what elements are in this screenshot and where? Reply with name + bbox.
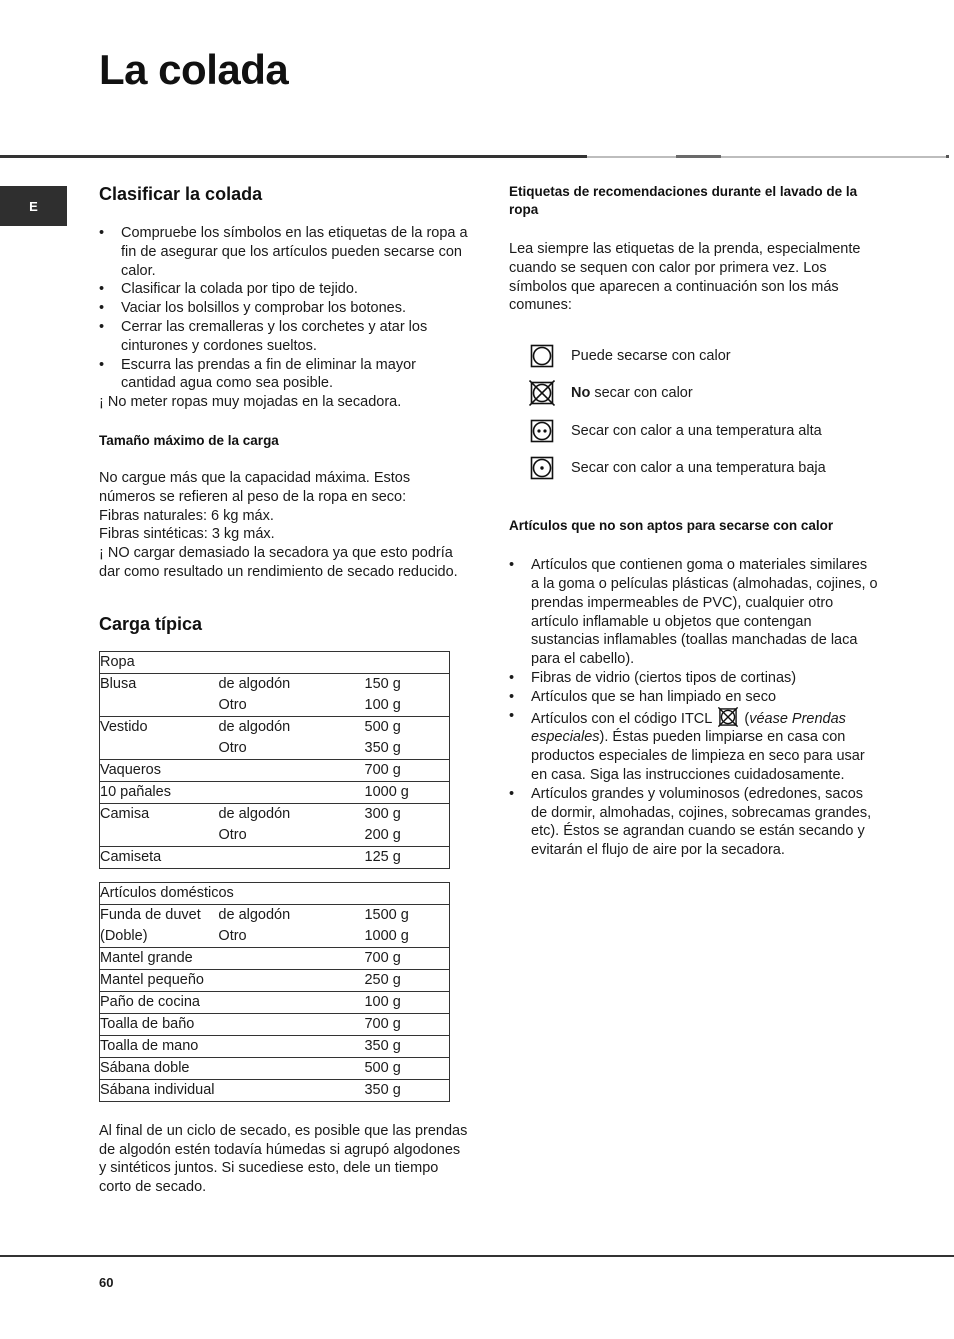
symbol-row bbox=[509, 450, 879, 488]
tumble-dry-icon bbox=[529, 343, 555, 369]
sort-laundry-heading: Clasificar la colada bbox=[99, 184, 263, 204]
tumble-dry-low-icon bbox=[529, 455, 555, 481]
left-column bbox=[99, 183, 469, 1197]
header-rule-mid bbox=[676, 155, 721, 158]
symbol-label: No secar con calor bbox=[571, 385, 693, 402]
table-row: Camiseta 125 g bbox=[100, 846, 450, 868]
page-title: La colada bbox=[99, 46, 289, 93]
table-row: (Doble) Otro 1000 g bbox=[100, 927, 409, 944]
table-row: Paño de cocina 100 g bbox=[100, 991, 450, 1013]
list-item: • Artículos grandes y voluminosos (edredones, sacos de dormir, almohadas, cojines, sobrecamas grandes, etc). Éstos se agrandan cuando se están secando y evitarán el flujo de aire por la secadora. bbox=[509, 785, 872, 859]
list-item: • Clasificar la colada por tipo de tejido. bbox=[99, 281, 358, 298]
table-header-row: Ropa bbox=[100, 653, 135, 670]
table-row: Otro 200 g bbox=[218, 826, 401, 843]
footer-rule bbox=[0, 1255, 954, 1257]
table-row: Sábana individual 350 g bbox=[100, 1079, 450, 1101]
list-item: • Artículos que se han limpiado en seco bbox=[509, 688, 777, 705]
table-row: Toalla de mano 350 g bbox=[100, 1035, 450, 1057]
unsuitable-items-list bbox=[509, 556, 879, 860]
list-item: • Artículos con el código ITCL (véase Prendas especiales). Éstas pueden limpiarse en casa con productos especiales de limpieza en seco para usar en casa. Siga las instrucciones cuidadosamente. bbox=[509, 707, 865, 783]
language-tab: E bbox=[0, 186, 67, 226]
list-item: • Compruebe los símbolos en las etiquetas de la ropa a fin de asegurar que los artículos pueden secarse con calor. bbox=[99, 225, 468, 279]
table-row: Otro 100 g bbox=[218, 696, 401, 713]
symbol-row bbox=[509, 375, 879, 413]
table-row: Vaqueros 700 g bbox=[100, 759, 450, 781]
do-not-tumble-dry-icon bbox=[529, 380, 555, 406]
max-load-heading: Tamaño máximo de la carga bbox=[99, 432, 279, 448]
table-row: Camisa de algodón 300 g bbox=[100, 803, 450, 825]
see-special-items-reference: véase Prendas especiales bbox=[531, 710, 846, 746]
max-load-text: No cargue más que la capacidad máxima. Estos números se refieren al peso de la ropa en seco: Fibras naturales: 6 kg máx. Fibras sintéticas: 3 kg máx. ¡ NO cargar demasiado la secadora ya que esto podría dar como resultado un rendimiento de secado reducido. bbox=[99, 469, 469, 582]
overload-note: ¡ NO cargar demasiado la secadora ya que esto podría dar como resultado un rendimiento de secado reducido. bbox=[99, 545, 458, 580]
table-row: Mantel grande 700 g bbox=[100, 947, 450, 969]
care-symbols-list bbox=[509, 337, 879, 487]
table-row: Mantel pequeño 250 g bbox=[100, 969, 450, 991]
table-row: Blusa de algodón 150 g bbox=[100, 673, 450, 695]
do-not-tumble-dry-icon bbox=[718, 707, 738, 727]
table-row: 10 pañales 1000 g bbox=[100, 781, 450, 803]
list-item: • Cerrar las cremalleras y los corchetes y atar los cinturones y cordones sueltos. bbox=[99, 318, 428, 354]
table-header-row: Artículos domésticos bbox=[100, 884, 234, 901]
symbol-label: Secar con calor a una temperatura baja bbox=[571, 460, 826, 477]
header-rule-dark bbox=[0, 155, 587, 158]
tumble-dry-high-icon bbox=[529, 418, 555, 444]
table-row: Vestido de algodón 500 g bbox=[100, 716, 450, 738]
right-column bbox=[509, 183, 879, 860]
wet-clothes-note: ¡ No meter ropas muy mojadas en la secadora. bbox=[99, 394, 402, 411]
list-item: • Escurra las prendas a fin de eliminar la mayor cantidad agua como sea posible. bbox=[99, 356, 416, 392]
symbol-label: Puede secarse con calor bbox=[571, 347, 731, 364]
sort-laundry-list bbox=[99, 224, 469, 393]
symbol-label: Secar con calor a una temperatura alta bbox=[571, 422, 822, 439]
unsuitable-items-heading: Artículos que no son aptos para secarse con calor bbox=[509, 518, 834, 534]
warning-icon: ¡ bbox=[99, 394, 104, 411]
table-row: Sábana doble 500 g bbox=[100, 1057, 450, 1079]
list-item: • Vaciar los bolsillos y comprobar los botones. bbox=[99, 300, 407, 317]
care-labels-heading: Etiquetas de recomendaciones durante el lavado de la ropa bbox=[509, 184, 858, 217]
closing-paragraph: Al final de un ciclo de secado, es posible que las prendas de algodón estén todavía húmedas si agrupó algodones y sintéticos juntos. Si sucediese esto, dele un tiempo corto de secado. bbox=[99, 1122, 468, 1196]
household-load-table bbox=[99, 882, 450, 1102]
table-row: Funda de duvet de algodón 1500 g bbox=[100, 904, 450, 926]
typical-load-heading: Carga típica bbox=[99, 613, 203, 634]
list-item: • Fibras de vidrio (ciertos tipos de cortinas) bbox=[509, 669, 797, 686]
warning-icon: ¡ bbox=[99, 545, 104, 562]
list-item: • Artículos que contienen goma o materiales similares a la goma o películas plásticas (almohadas, cojines, o prendas impermeables de PVC), cualquier otro artículo inflamable u objetos que contengan sustancias inflamables (toallas manchadas de laca para el cabello). bbox=[509, 557, 878, 668]
table-row: Toalla de baño 700 g bbox=[100, 1013, 450, 1035]
table-row: Otro 350 g bbox=[218, 739, 401, 756]
header-rule-light bbox=[587, 156, 676, 158]
page-number: 60 bbox=[99, 1275, 114, 1290]
care-labels-intro: Lea siempre las etiquetas de la prenda, especialmente cuando se sequen con calor por primera vez. Los símbolos que aparecen a continuación son los más comunes: bbox=[509, 241, 861, 314]
clothes-load-table bbox=[99, 651, 450, 869]
symbol-row bbox=[509, 337, 879, 375]
header-rule-light-right bbox=[721, 156, 946, 158]
header-rule-end bbox=[946, 155, 949, 158]
symbol-row bbox=[509, 412, 879, 450]
